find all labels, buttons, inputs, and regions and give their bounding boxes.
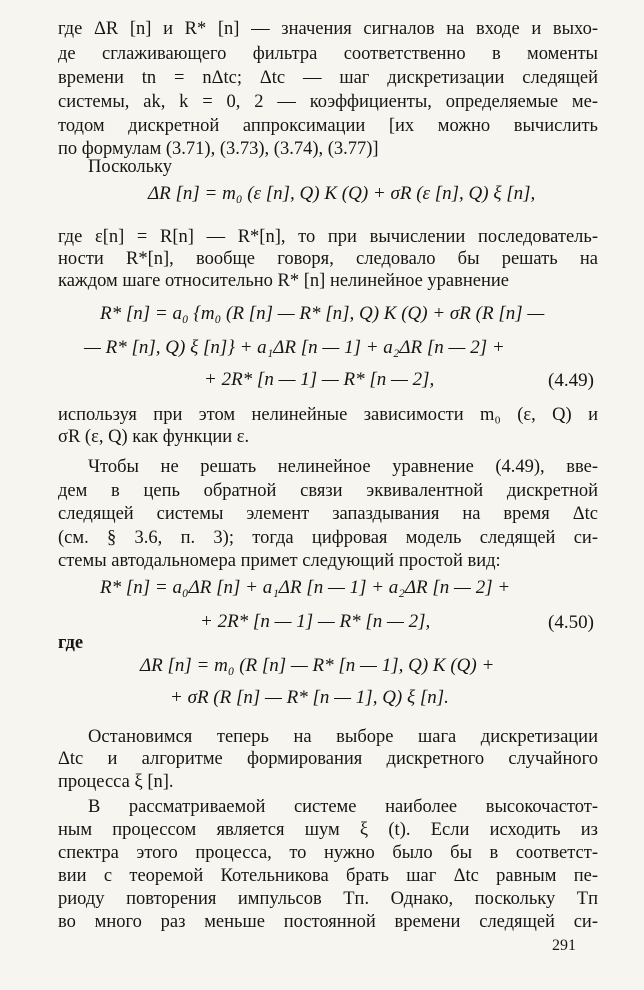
equation-delta-line: + σR (R [n] — R* [n — 1], Q) ξ [n]. xyxy=(170,687,449,708)
text-line: Δtc и алгоритме формирования дискретного случайного xyxy=(58,749,598,769)
text-line: спектра этого процесса, то нужно было бы в соответст- xyxy=(58,843,598,863)
text-line: вии с теоремой Котельникова брать шаг Δtc равным пе- xyxy=(58,866,598,886)
where-word: где xyxy=(58,633,84,653)
equation-449-line: R* [n] = a₀ {m₀ (R [n] — R* [n], Q) K (Q) + σR (R [n] — xyxy=(100,303,545,324)
text-line: ности R*[n], вообще говоря, следовало бы решать на xyxy=(58,249,598,269)
text-line: де сглаживающего фильтра соответственно в моменты xyxy=(58,44,598,64)
text-line: стемы автодальномера примет следующий простой вид: xyxy=(58,551,501,571)
text-line: времени tn = nΔtc; Δtc — шаг дискретизации следящей xyxy=(58,68,598,88)
equation-450-line: R* [n] = a₀ΔR [n] + a₁ΔR [n — 1] + a₂ΔR [n — 2] + xyxy=(100,577,511,598)
text-line: системы, ak, k = 0, 2 — коэффициенты, определяемые ме- xyxy=(58,92,598,112)
equation-number: (4.49) xyxy=(548,370,594,391)
text-line: риоду повторения импульсов Tп. Однако, поскольку Tп xyxy=(58,889,598,909)
text-line: (см. § 3.6, п. 3); тогда цифровая модель следящей си- xyxy=(58,528,598,548)
equation-449-line: + 2R* [n — 1] — R* [n — 2], xyxy=(204,369,435,390)
page-number: 291 xyxy=(552,937,576,954)
text-line: где ΔR [n] и R* [n] — значения сигналов на входе и выхо- xyxy=(58,19,598,39)
equation-number: (4.50) xyxy=(548,612,594,633)
since-word: Поскольку xyxy=(88,157,172,177)
text-line: по формулам (3.71), (3.73), (3.74), (3.77)] xyxy=(58,139,379,159)
text-line: Остановимся теперь на выборе шага дискретизации xyxy=(88,727,598,747)
text-line: процесса ξ [n]. xyxy=(58,772,174,792)
text-line: каждом шаге относительно R* [n] нелинейное уравнение xyxy=(58,271,509,291)
text-line: используя при этом нелинейные зависимости m₀ (ε, Q) и xyxy=(58,405,598,425)
equation-450-line: + 2R* [n — 1] — R* [n — 2], xyxy=(200,611,431,632)
text-line: σR (ε, Q) как функции ε. xyxy=(58,427,250,447)
text-line: во много раз меньше постоянной времени следящей си- xyxy=(58,912,598,932)
text-line: следящей системы элемент запаздывания на время Δtc xyxy=(58,504,598,524)
text-line: где ε[n] = R[n] — R*[n], то при вычислении последователь- xyxy=(58,227,598,247)
equation-delta-line: ΔR [n] = m₀ (R [n] — R* [n — 1], Q) K (Q) + xyxy=(140,655,495,676)
text-line: В рассматриваемой системе наиболее высокочастот- xyxy=(88,797,598,817)
text-line: тодом дискретной аппроксимации [их можно вычислить xyxy=(58,116,598,136)
text-line: ным процессом является шум ξ (t). Если исходить из xyxy=(58,820,598,840)
equation-449-line: — R* [n], Q) ξ [n]} + a₁ΔR [n — 1] + a₂ΔR [n — 2] + xyxy=(84,337,505,358)
text-line: Чтобы не решать нелинейное уравнение (4.49), вве- xyxy=(88,457,598,477)
text-line: дем в цепь обратной связи эквивалентной дискретной xyxy=(58,481,598,501)
equation-delta-r: ΔR [n] = m₀ (ε [n], Q) K (Q) + σR (ε [n], Q) ξ [n], xyxy=(148,183,536,204)
